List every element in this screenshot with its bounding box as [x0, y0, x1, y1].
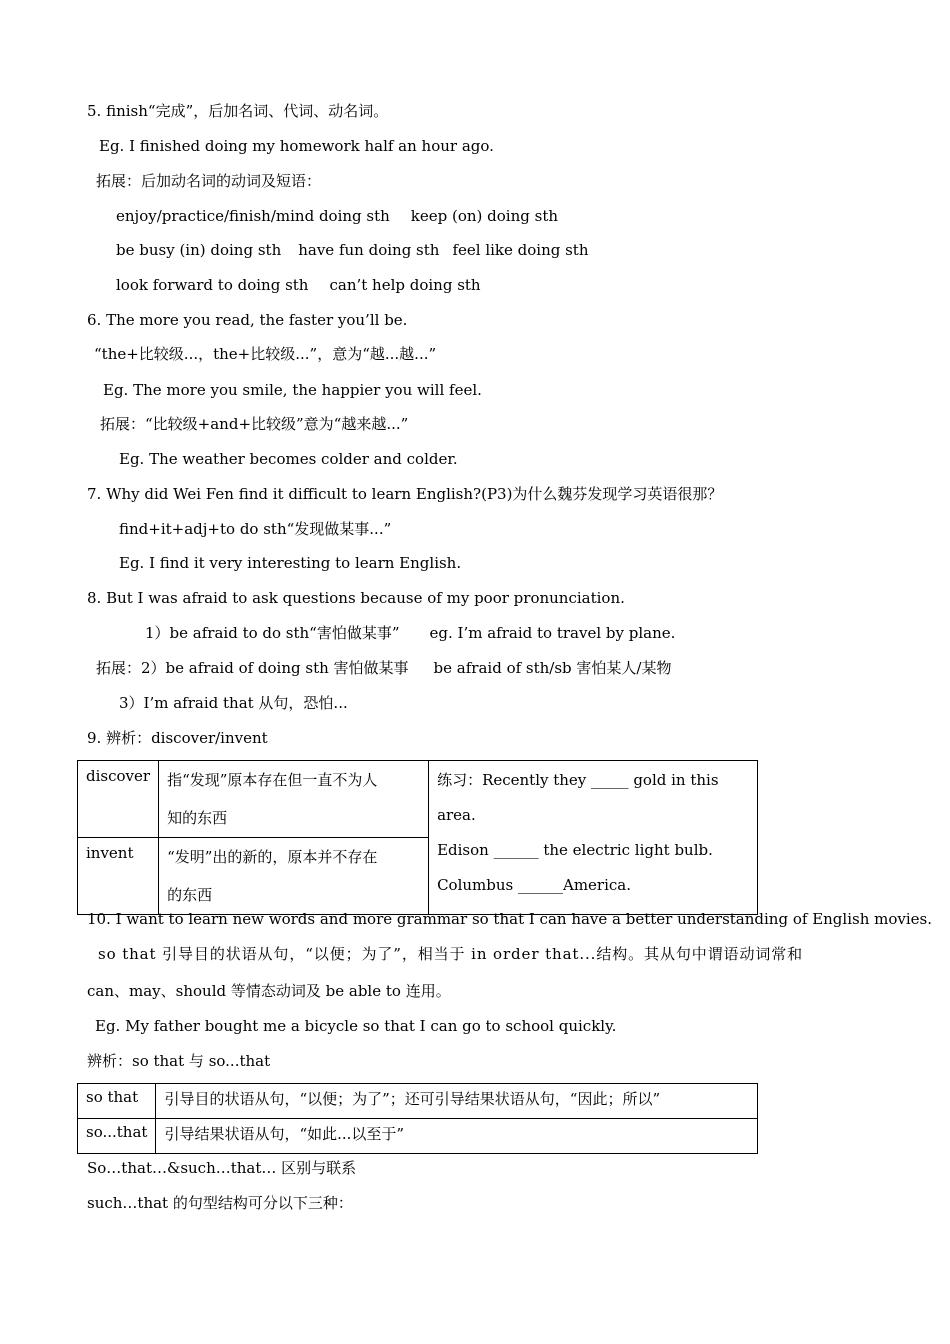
usage: be afraid of sth/sb 害怕某人/某物: [433, 659, 672, 677]
exercise-line: 练习：Recently they _____ gold in this area.: [437, 771, 719, 824]
phrase: have fun doing sth: [298, 241, 440, 259]
term-cell: so that: [78, 1084, 156, 1119]
usage-line: [96, 658, 671, 678]
usage-line: [145, 623, 675, 643]
extension-line: 拓展：“比较级+and+比较级”意为“越来越...”: [100, 415, 409, 433]
item-9-heading: 9. 辨析：discover/invent: [87, 729, 268, 747]
phrase-line: [116, 275, 481, 295]
usage-line: 3）I’m afraid that 从句，恐怕...: [119, 694, 348, 712]
phrase: keep (on) doing sth: [410, 207, 559, 225]
phrase-line: [116, 206, 558, 226]
example-line: Eg. My father bought me a bicycle so that I can go to school quickly.: [95, 1017, 617, 1035]
pattern-line: “the+比较级...，the+比较级...”，意为“越...越...”: [94, 345, 437, 363]
phrase: look forward to doing sth: [116, 276, 309, 294]
exercise-line: Columbus ______America.: [437, 876, 631, 894]
term-cell: discover: [78, 761, 159, 838]
term-cell: invent: [78, 838, 159, 915]
term-cell: so...that: [78, 1119, 156, 1154]
item-10-heading: 10. I want to learn new words and more grammar so that I can have a better understanding of English movies.: [87, 910, 932, 928]
so-that-table: [77, 1083, 758, 1154]
definition-cell: “发明”出的新的，原本并不存在 的东西: [159, 838, 429, 915]
example-line: Eg. I find it very interesting to learn English.: [119, 554, 462, 572]
extension-heading: 拓展：后加动名词的动词及短语：: [96, 172, 322, 190]
phrase: enjoy/practice/finish/mind doing sth: [116, 207, 390, 225]
discover-invent-table: [77, 760, 758, 915]
example-line: Eg. The more you smile, the happier you will feel.: [103, 381, 482, 399]
section-heading: So…that…&such…that… 区别与联系: [87, 1159, 357, 1177]
usage: 拓展：2）be afraid of doing sth 害怕做某事: [96, 659, 409, 677]
definition-cell: 指“发现”原本存在但一直不为人 知的东西: [159, 761, 429, 838]
phrase: feel like doing sth: [452, 241, 589, 259]
item-5-heading: 5. finish“完成”，后加名词、代词、动名词。: [87, 102, 389, 120]
phrase-line: [116, 240, 589, 260]
example: eg. I’m afraid to travel by plane.: [429, 624, 676, 642]
definition-cell: 引导结果状语从句，“如此...以至于”: [156, 1119, 758, 1154]
exercise-line: Edison ______ the electric light bulb.: [437, 841, 713, 859]
explanation-line: so that 引导目的状语从句，“以便；为了”，相当于 in order that...结构。其从句中谓语动词常和: [98, 945, 804, 963]
section-line: such…that 的句型结构可分以下三种：: [87, 1194, 353, 1212]
definition-cell: 引导目的状语从句，“以便；为了”；还可引导结果状语从句，“因此；所以”: [156, 1084, 758, 1119]
comparison-heading: 辨析：so that 与 so...that: [87, 1052, 271, 1070]
item-8-heading: 8. But I was afraid to ask questions because of my poor pronunciation.: [87, 589, 625, 607]
pattern-line: find+it+adj+to do sth“发现做某事...”: [119, 520, 392, 538]
exercise-cell: [429, 761, 758, 915]
usage: 1）be afraid to do sth“害怕做某事”: [145, 624, 400, 642]
explanation-line: can、may、should 等情态动词及 be able to 连用。: [87, 982, 451, 1000]
example-line: Eg. The weather becomes colder and colder.: [119, 450, 458, 468]
item-6-heading: 6. The more you read, the faster you’ll be.: [87, 311, 408, 329]
phrase: be busy (in) doing sth: [116, 241, 282, 259]
example-line: Eg. I finished doing my homework half an hour ago.: [99, 137, 494, 155]
phrase: can’t help doing sth: [329, 276, 481, 294]
item-7-heading: 7. Why did Wei Fen find it difficult to learn English?(P3)为什么魏芬发现学习英语很那？: [87, 485, 723, 503]
